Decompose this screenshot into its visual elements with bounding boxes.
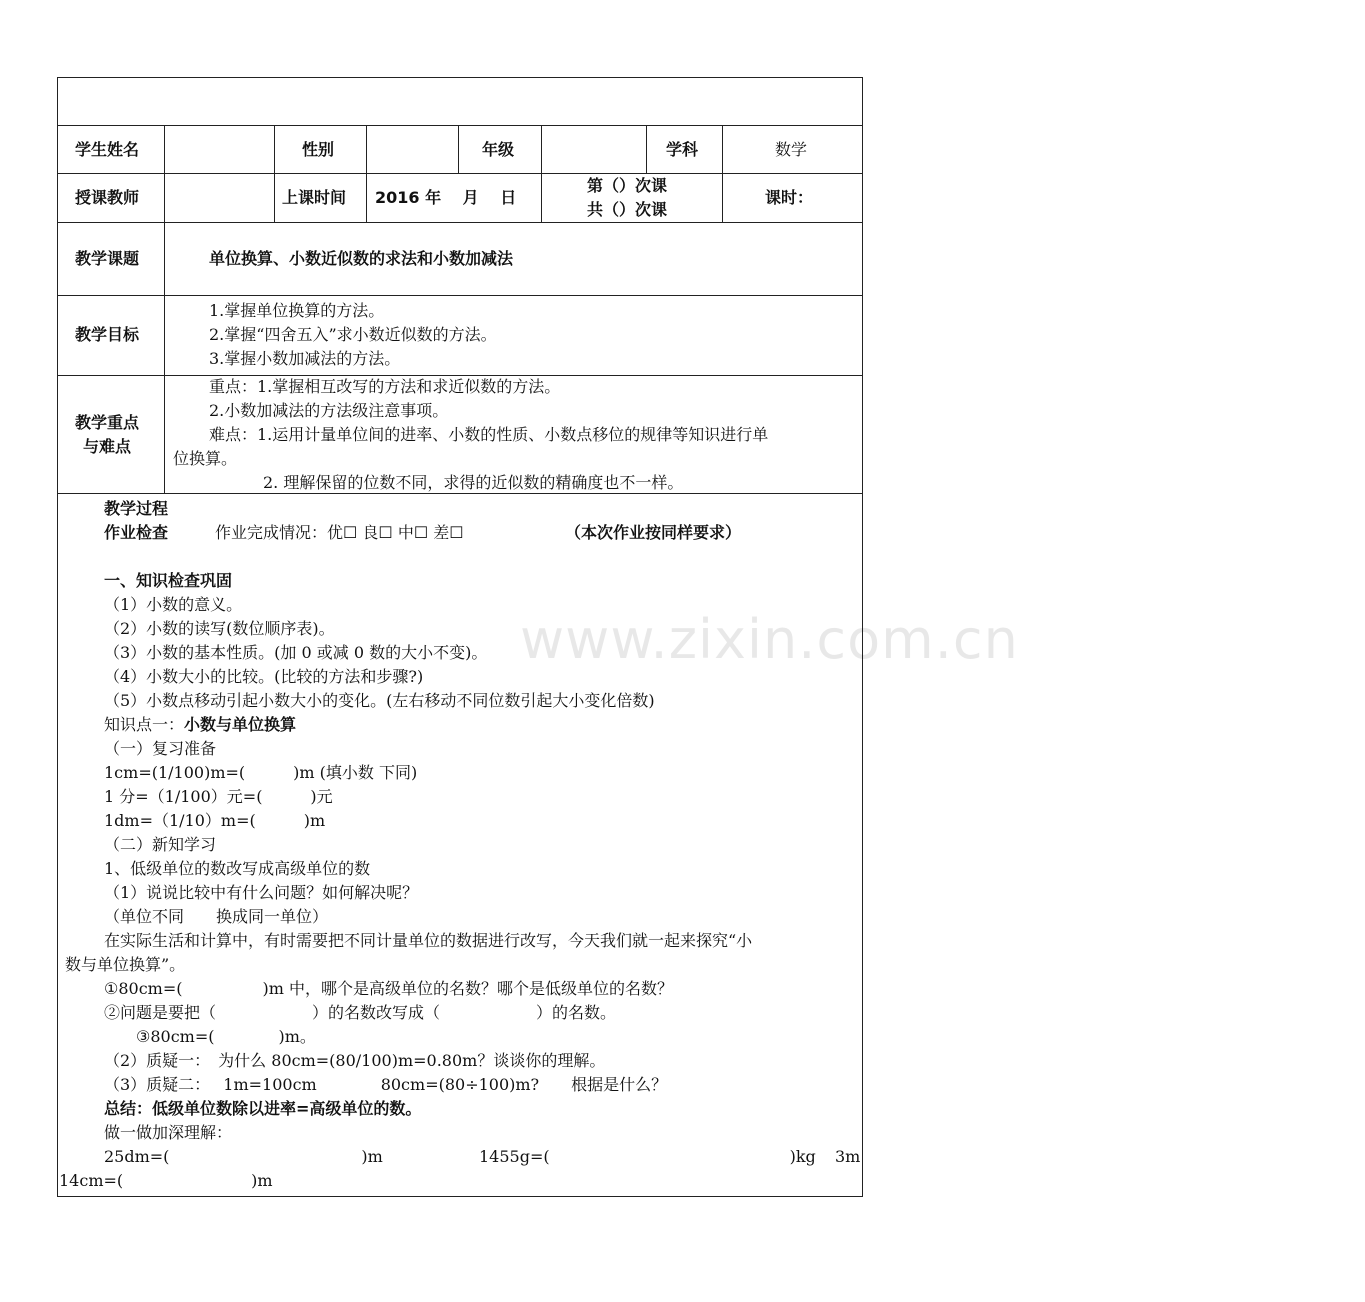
knowledge-point-prefix: 知识点一： — [104, 715, 185, 734]
keypoint-line: 位换算。 — [173, 449, 238, 468]
content-line: ③80cm=( )m。 — [136, 1027, 316, 1046]
content-line: 1、低级单位的数改写成高级单位的数 — [104, 859, 371, 878]
class-time-label: 上课时间 — [282, 188, 347, 207]
session-total: 共（）次课 — [587, 200, 668, 219]
homework-note: （本次作业按同样要求） — [565, 523, 742, 542]
row-divider — [57, 222, 863, 223]
review-item: （2）小数的读写(数位顺序表)。 — [104, 619, 335, 638]
summary: 总结：低级单位数除以进率=高级单位的数。 — [104, 1099, 422, 1118]
exercise-line: 1455g=( )kg — [479, 1147, 816, 1166]
watermark: www.zixin.com.cn — [520, 608, 1019, 671]
process-title: 教学过程 — [104, 499, 169, 518]
knowledge-point-title: 小数与单位换算 — [184, 715, 297, 734]
content-line: ②问题是要把（ ）的名数改写成（ ）的名数。 — [104, 1003, 617, 1022]
homework-status: 作业完成情况：优☐ 良☐ 中☐ 差☐ — [215, 523, 464, 542]
row-divider — [57, 295, 863, 296]
subsection-heading: （二）新知学习 — [104, 835, 217, 854]
content-line: （2）质疑一： 为什么 80cm=(80/100)m=0.80m？谈谈你的理解。 — [104, 1051, 606, 1070]
col-divider — [458, 125, 459, 174]
exercise-line: 1cm=(1/100)m=( )m (填小数 下同) — [104, 763, 418, 782]
subject-value: 数学 — [775, 140, 808, 159]
topic-value: 单位换算、小数近似数的求法和小数加减法 — [209, 249, 514, 268]
border-top — [57, 77, 863, 78]
hours-label: 课时： — [765, 188, 814, 207]
section-heading: 一、知识检查巩固 — [104, 571, 233, 590]
exercise-line: 14cm=( )m — [59, 1171, 273, 1190]
goal-item: 2.掌握“四舍五入”求小数近似数的方法。 — [209, 325, 497, 344]
keypoints-label-2: 与难点 — [83, 437, 132, 456]
review-item: （4）小数大小的比较。(比较的方法和步骤?) — [104, 667, 424, 686]
homework-label: 作业检查 — [104, 523, 169, 542]
content-line: （1）说说比较中有什么问题？如何解决呢？ — [104, 883, 419, 902]
goal-item: 3.掌握小数加减法的方法。 — [209, 349, 401, 368]
goals-label: 教学目标 — [75, 325, 140, 344]
class-time-value: 2016 年 月 日 — [375, 188, 517, 207]
content-line: 数与单位换算”。 — [65, 955, 186, 974]
content-line: （单位不同 换成同一单位） — [104, 907, 329, 926]
keypoint-line: 2. 理解保留的位数不同，求得的近似数的精确度也不一样。 — [263, 473, 684, 492]
col-divider — [164, 125, 165, 222]
subject-label: 学科 — [666, 140, 699, 159]
keypoint-line: 难点：1.运用计量单位间的进率、小数的性质、小数点移位的规律等知识进行单 — [209, 425, 769, 444]
border-bottom — [57, 1196, 863, 1197]
col-divider — [164, 222, 165, 494]
practice-heading: 做一做加深理解： — [104, 1123, 233, 1142]
subsection-heading: （一）复习准备 — [104, 739, 217, 758]
goal-item: 1.掌握单位换算的方法。 — [209, 301, 385, 320]
student-name-label: 学生姓名 — [75, 140, 140, 159]
review-item: （5）小数点移动引起小数大小的变化。(左右移动不同位数引起大小变化倍数) — [104, 691, 655, 710]
exercise-line: 25dm=( )m — [104, 1147, 383, 1166]
col-divider — [366, 125, 367, 222]
teacher-label: 授课教师 — [75, 188, 140, 207]
content-line: ①80cm=( )m 中，哪个是高级单位的名数？哪个是低级单位的名数？ — [104, 979, 673, 998]
review-item: （1）小数的意义。 — [104, 595, 243, 614]
col-divider — [646, 125, 647, 174]
keypoint-line: 2.小数加减法的方法级注意事项。 — [209, 401, 449, 420]
row-divider — [57, 125, 863, 126]
content-line: 在实际生活和计算中，有时需要把不同计量单位的数据进行改写，今天我们就一起来探究“小 — [104, 931, 753, 950]
keypoints-label: 教学重点 — [75, 413, 140, 432]
review-item: （3）小数的基本性质。(加 0 或减 0 数的大小不变)。 — [104, 643, 488, 662]
topic-label: 教学课题 — [75, 249, 140, 268]
exercise-line: 1 分=（1/100）元=( )元 — [104, 787, 333, 806]
border-left — [57, 77, 58, 1197]
exercise-line: 1dm=（1/10）m=( )m — [104, 811, 326, 830]
session-nth: 第（）次课 — [587, 176, 668, 195]
keypoint-line: 重点：1.掌握相互改写的方法和求近似数的方法。 — [209, 377, 561, 396]
row-divider — [57, 173, 863, 174]
col-divider — [722, 125, 723, 222]
col-divider — [541, 125, 542, 222]
grade-label: 年级 — [482, 140, 515, 159]
col-divider — [274, 125, 275, 222]
exercise-line: 3m — [835, 1147, 861, 1166]
content-line: （3）质疑二： 1m=100cm 80cm=(80÷100)m? 根据是什么？ — [104, 1075, 668, 1094]
gender-label: 性别 — [302, 140, 335, 159]
